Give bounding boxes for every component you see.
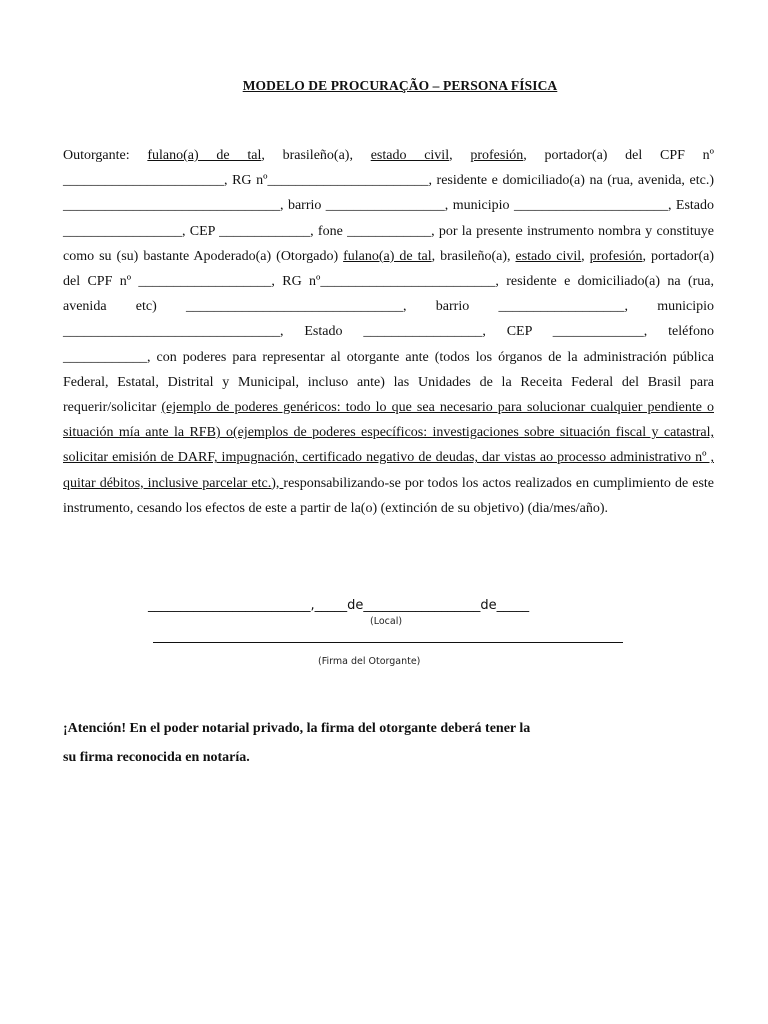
grantee-name: fulano(a) de tal <box>343 248 432 264</box>
local-label: (Local) <box>370 616 403 627</box>
body-text: , portador(a) del CPF nº _______________________, RG nº_______________________, residente e domiciliado(a) na (rua, avenida, etc.) _______________________________, barrio _________________, municipio ______________________, Estado _________________, CEP _____________, fone ____________, por la presente instrumento nombra y constituye como su (su) bastante Apoderado(a) (Otorgado) <box>63 148 715 264</box>
signature-line <box>153 642 623 643</box>
powers-clause: (ejemplo de poderes genéricos: todo lo que sea necesario para solucionar cualquier pendiente o situación mía ante la RFB) o(ejemplos de poderes específicos: investigaciones sobre situación fiscal y catastral, solicitar emisión de DARF, impugnación, certificado negativo de deudas, dar vistas ao processo administrativo nº , quitar débitos, inclusive parcelar etc.), <box>63 400 714 491</box>
warning-note <box>63 714 663 772</box>
warning-line-2: su firma reconocida en notaría. <box>63 750 250 765</box>
body-paragraph <box>63 143 714 521</box>
grantee-profession: profesión <box>589 248 643 264</box>
signature-label: (Firma del Otorgante) <box>318 656 421 667</box>
grantor-civil-status: estado civil <box>370 148 450 163</box>
body-text: , <box>449 148 471 163</box>
body-text: responsabilizando-se por todos los actos realizados en cumplimiento de este instrumento, cesando los efectos de este a partir de la(o) (extinción de su objetivo) (dia/mes/año). <box>63 475 714 516</box>
body-text: , portador(a) del CPF nº ___________________, RG nº_________________________, residente e domiciliado(a) na (rua, avenida etc) _______________________________, barrio __________________, municipio _______________________________, Estado _________________, CEP _____________, teléfono ____________, con poderes para representar al otorgante ante (todos los órganos de la administración pública Federal, Estatal, Distrital y Municipal, incluso ante) las Unidades de la Receita Federal del Brasil para requerir/solicitar <box>63 248 714 416</box>
body-text: , brasileño(a), <box>261 148 371 163</box>
grantee-civil-status: estado civil <box>515 248 582 264</box>
grantor-name: fulano(a) de tal <box>147 148 262 163</box>
body-text: , <box>581 248 590 264</box>
warning-line-1: ¡Atención! En el poder notarial privado, la firma del otorgante deberá tener la <box>63 721 531 736</box>
grantor-profession: profesión <box>470 148 524 163</box>
body-text: , brasileño(a), <box>431 248 516 264</box>
outorgante-label: Outorgante: <box>63 148 148 163</box>
document-body <box>63 143 714 521</box>
place-date-line: _________________________,_____de__________________de_____ <box>148 598 530 613</box>
page-title: MODELO DE PROCURAÇÃO – PERSONA FÍSICA <box>242 78 558 93</box>
